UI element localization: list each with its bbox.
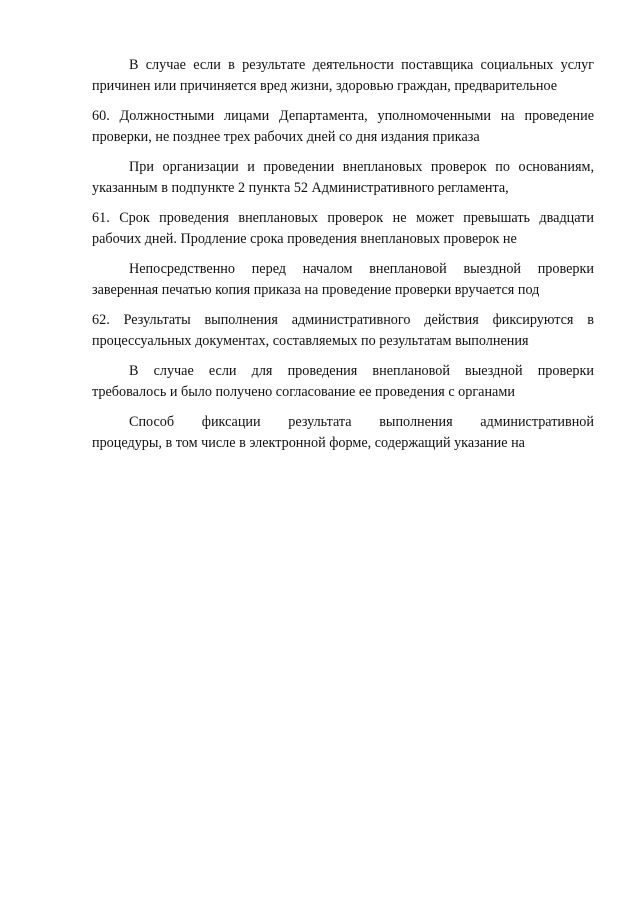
document-body (92, 55, 594, 453)
text-line: В случае если в результате деятельности поставщика социальных услуг (129, 57, 594, 73)
text-line: 62. Результаты выполнения административного действия фиксируются в (92, 312, 594, 328)
text-line: рабочих дней. Продление срока проведения внеплановых проверок не (92, 230, 517, 247)
paragraph-p4 (92, 208, 594, 249)
text-line: проверки, не позднее трех рабочих дней со дня издания приказа (92, 128, 480, 145)
paragraph-p6 (92, 310, 594, 351)
paragraph-gap (92, 198, 594, 208)
paragraph-gap (92, 147, 594, 157)
text-line: 60. Должностными лицами Департамента, уполномоченными на проведение (92, 108, 594, 124)
text-line: Непосредственно перед началом внеплановой выездной проверки (129, 261, 594, 277)
paragraph-gap (92, 351, 594, 361)
text-line: Способ фиксации результата выполнения административной (129, 414, 594, 430)
text-line: процедуры, в том числе в электронной форме, содержащий указание на (92, 434, 525, 451)
text-line: При организации и проведении внеплановых проверок по основаниям, (129, 159, 594, 175)
paragraph-gap (92, 96, 594, 106)
paragraph-p3 (92, 157, 594, 198)
paragraph-p5 (92, 259, 594, 300)
paragraph-p8 (92, 412, 594, 453)
text-line: заверенная печатью копия приказа на проведение проверки вручается под (92, 281, 540, 298)
text-line: требовалось и было получено согласование ее проведения с органами (92, 383, 515, 400)
paragraph-gap (92, 402, 594, 412)
paragraph-gap (92, 300, 594, 310)
paragraph-p7 (92, 361, 594, 402)
text-line: процессуальных документах, составляемых по результатам выполнения (92, 332, 529, 349)
text-line: причинен или причиняется вред жизни, здоровью граждан, предварительное (92, 77, 558, 94)
paragraph-p1 (92, 55, 594, 96)
paragraph-gap (92, 249, 594, 259)
text-line: указанным в подпункте 2 пункта 52 Административного регламента, (92, 179, 509, 196)
text-line: 61. Срок проведения внеплановых проверок не может превышать двадцати (92, 210, 594, 226)
paragraph-p2 (92, 106, 594, 147)
text-line: В случае если для проведения внеплановой выездной проверки (129, 363, 594, 379)
